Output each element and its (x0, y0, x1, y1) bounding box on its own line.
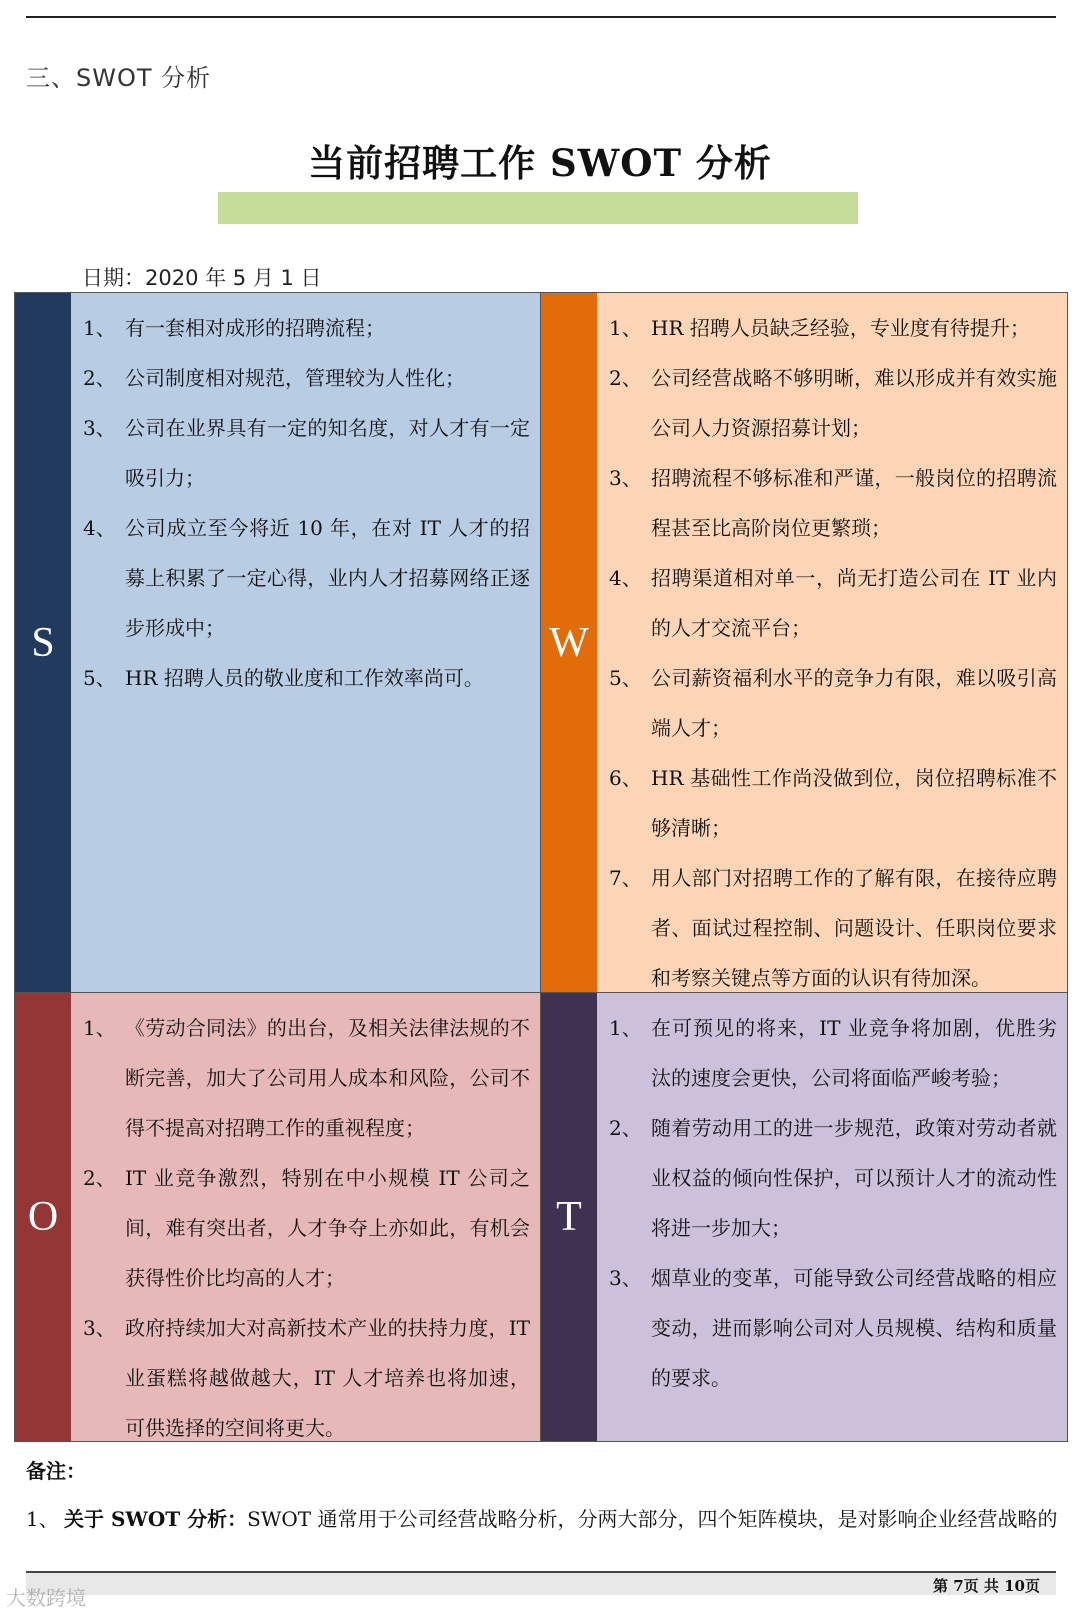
swot-matrix (14, 292, 1068, 1442)
note-line-1 (26, 1503, 1058, 1532)
item-number: 4、 (609, 566, 642, 590)
item-text: 有一套相对成形的招聘流程； (125, 316, 385, 340)
note-heading: 关于 SWOT 分析： (64, 1507, 248, 1531)
swot-item (83, 353, 530, 403)
item-number: 7、 (609, 866, 642, 890)
quadrant-letter-s: S (15, 293, 71, 992)
item-text: 公司薪资福利水平的竞争力有限，难以吸引高端人才； (651, 666, 1057, 740)
swot-item (83, 1303, 530, 1453)
item-number: 2、 (609, 1116, 642, 1140)
quadrant-letter-w: W (541, 293, 597, 992)
swot-item (609, 1253, 1057, 1403)
swot-item (609, 853, 1057, 1003)
quadrant-weaknesses (541, 293, 1067, 993)
item-number: 4、 (83, 516, 116, 540)
item-number: 1、 (609, 316, 642, 340)
item-text: 招聘渠道相对单一，尚无打造公司在 IT 业内的人才交流平台； (651, 566, 1057, 640)
item-text: 政府持续加大对高新技术产业的扶持力度，IT 业蛋糕将越做越大，IT 人才培养也将加速，可供选择的空间将更大。 (125, 1316, 530, 1440)
swot-item (609, 753, 1057, 853)
quadrant-content-t (597, 993, 1067, 1441)
item-number: 3、 (83, 1316, 116, 1340)
quadrant-threats (541, 993, 1067, 1441)
item-text: 随着劳动用工的进一步规范，政策对劳动者就业权益的倾向性保护，可以预计人才的流动性将进一步加大； (651, 1116, 1057, 1240)
item-text: HR 基础性工作尚没做到位，岗位招聘标准不够清晰； (651, 766, 1057, 840)
item-text: 公司制度相对规范，管理较为人性化； (125, 366, 465, 390)
item-text: 公司经营战略不够明晰，难以形成并有效实施公司人力资源招募计划； (651, 366, 1057, 440)
item-number: 2、 (83, 1166, 116, 1190)
item-number: 1、 (609, 1016, 642, 1040)
date-line: 日期：2020 年 5 月 1 日 (82, 266, 322, 290)
quadrant-opportunities (15, 993, 541, 1441)
item-number: 1、 (83, 316, 116, 340)
item-number: 5、 (609, 666, 642, 690)
item-number: 2、 (609, 366, 642, 390)
top-rule (26, 16, 1056, 18)
watermark-logo: 大数跨境 (6, 1586, 86, 1610)
note-text: SWOT 通常用于公司经营战略分析，分两大部分，四个矩阵模块，是对影响企业经营战略的 (247, 1507, 1058, 1531)
title-underline-bar (218, 192, 858, 224)
item-number: 3、 (83, 416, 116, 440)
swot-item (83, 503, 530, 653)
item-number: 3、 (609, 1266, 642, 1290)
quadrant-content-w (597, 293, 1067, 992)
item-number: 1、 (83, 1016, 116, 1040)
item-text: IT 业竞争激烈，特别在中小规模 IT 公司之间，难有突出者，人才争夺上亦如此，有机会获得性价比均高的人才； (125, 1166, 530, 1290)
notes-label: 备注： (26, 1459, 86, 1483)
swot-item (609, 353, 1057, 453)
item-number: 5、 (83, 666, 116, 690)
swot-item (609, 303, 1057, 353)
quadrant-content-s (71, 293, 540, 992)
item-number: 6、 (609, 766, 642, 790)
item-text: HR 招聘人员缺乏经验，专业度有待提升； (651, 316, 1030, 340)
item-text: 《劳动合同法》的出台，及相关法律法规的不断完善，加大了公司用人成本和风险，公司不得不提高对招聘工作的重视程度； (125, 1016, 530, 1140)
swot-item (83, 303, 530, 353)
swot-item (83, 1003, 530, 1153)
quadrant-letter-t: T (541, 993, 597, 1441)
swot-item (83, 653, 530, 703)
item-number: 2、 (83, 366, 116, 390)
item-text: HR 招聘人员的敬业度和工作效率尚可。 (125, 666, 484, 690)
swot-item (609, 553, 1057, 653)
swot-item (609, 453, 1057, 553)
swot-item (609, 653, 1057, 753)
item-text: 公司成立至今将近 10 年，在对 IT 人才的招募上积累了一定心得，业内人才招募网络正逐步形成中； (125, 516, 530, 640)
swot-item (609, 1003, 1057, 1103)
item-text: 公司在业界具有一定的知名度，对人才有一定吸引力； (125, 416, 530, 490)
quadrant-strengths (15, 293, 541, 993)
section-heading: 三、SWOT 分析 (26, 64, 212, 92)
item-text: 用人部门对招聘工作的了解有限，在接待应聘者、面试过程控制、问题设计、任职岗位要求和考察关键点等方面的认识有待加深。 (651, 866, 1057, 990)
quadrant-content-o (71, 993, 540, 1441)
swot-item (609, 1103, 1057, 1253)
page-title: 当前招聘工作 SWOT 分析 (308, 141, 772, 185)
swot-item (83, 403, 530, 503)
page-number: 第 7页 共 10页 (933, 1577, 1040, 1595)
item-text: 在可预见的将来，IT 业竞争将加剧，优胜劣汰的速度会更快，公司将面临严峻考验； (651, 1016, 1057, 1090)
quadrant-letter-o: O (15, 993, 71, 1441)
footer-bar (26, 1571, 1056, 1595)
item-text: 招聘流程不够标准和严谨，一般岗位的招聘流程甚至比高阶岗位更繁琐； (651, 466, 1057, 540)
note-number: 1、 (26, 1507, 59, 1531)
item-number: 3、 (609, 466, 642, 490)
item-text: 烟草业的变革，可能导致公司经营战略的相应变动，进而影响公司对人员规模、结构和质量的要求。 (651, 1266, 1057, 1390)
swot-item (83, 1153, 530, 1303)
